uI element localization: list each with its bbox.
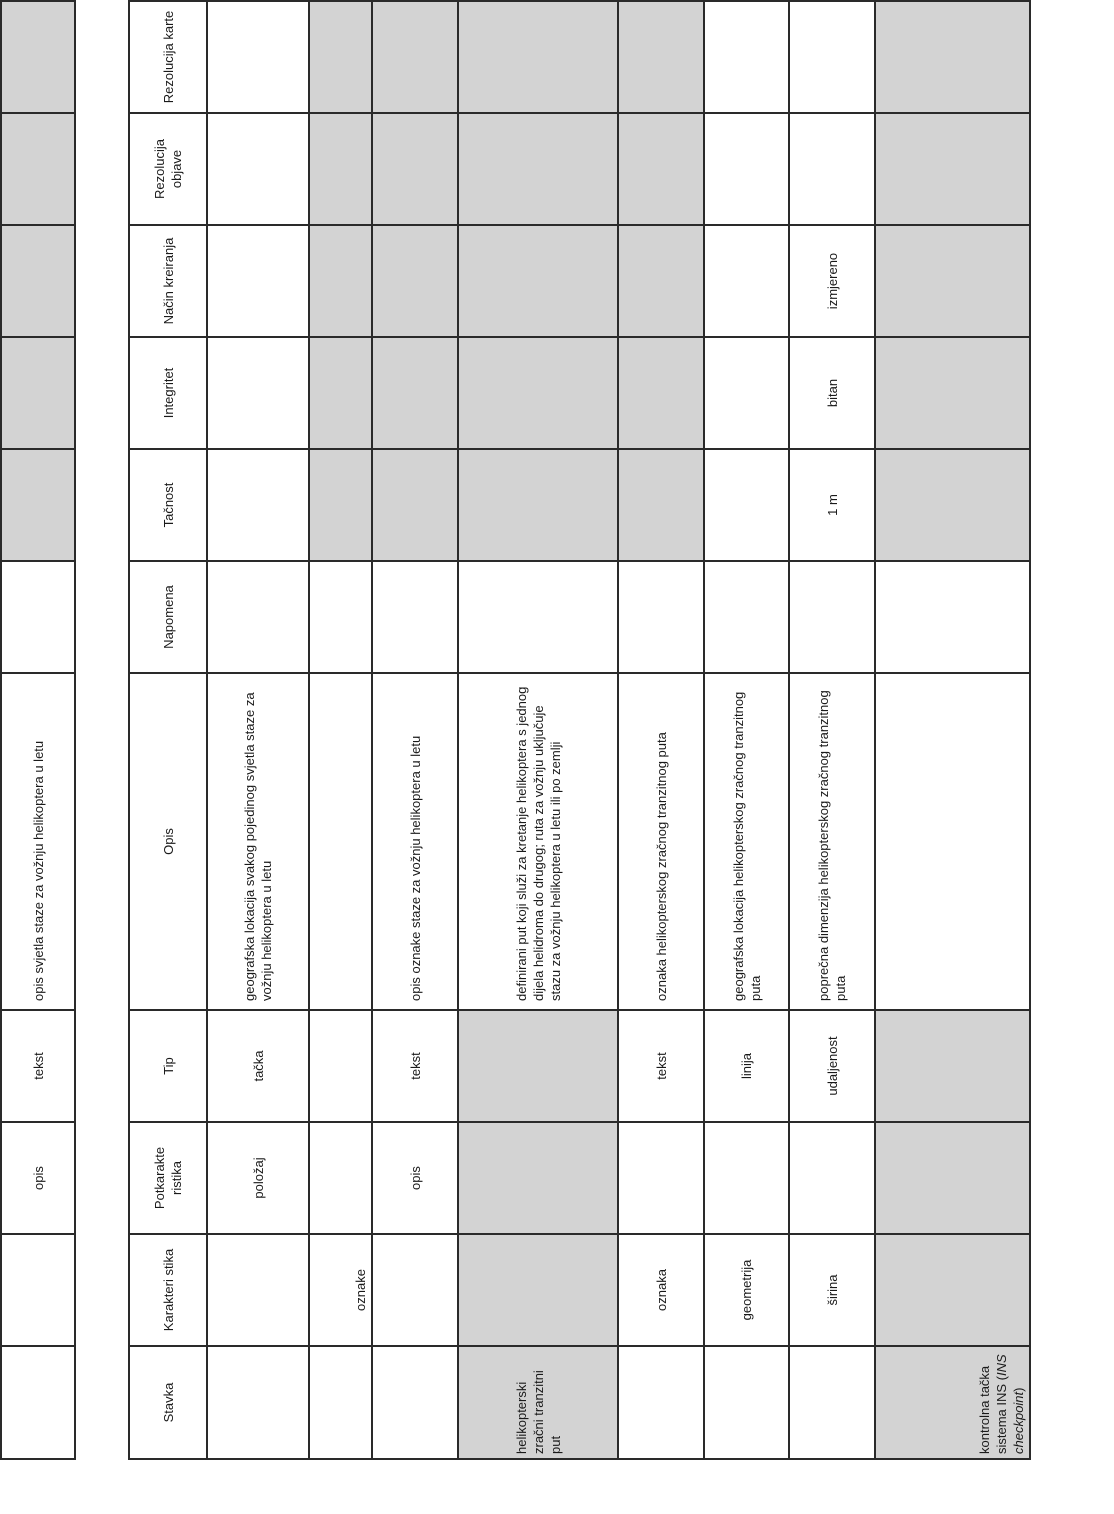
cell-potkarakteristika	[789, 1122, 875, 1234]
cell-nacin-kreiranja	[372, 225, 458, 337]
cell-stavka	[309, 1346, 372, 1459]
cell-tip: udaljenost	[789, 1010, 875, 1122]
cell-nacin-kreiranja	[618, 225, 704, 337]
cell-rezolucija-karte	[789, 1, 875, 113]
cell-integritet: bitan	[789, 337, 875, 449]
cell-tip: tekst	[372, 1010, 458, 1122]
cell-tacnost	[618, 449, 704, 561]
cell-tacnost	[458, 449, 618, 561]
cell-tacnost	[372, 449, 458, 561]
cell-tacnost	[704, 449, 789, 561]
cell-integritet	[372, 337, 458, 449]
cell-integritet	[1, 337, 75, 449]
cell-karakteristika	[1, 1234, 75, 1346]
header-row	[129, 1, 207, 1459]
cell-tip: tekst	[618, 1010, 704, 1122]
cell-stavka: helikopterski zračni tranzitni put	[458, 1346, 618, 1459]
cell-potkarakteristika	[704, 1122, 789, 1234]
cell-opis: oznaka helikopterskog zračnog tranzitnog puta	[618, 673, 704, 1010]
cell-tip: tačka	[207, 1010, 309, 1122]
cell-potkarakteristika	[458, 1122, 618, 1234]
cell-napomena	[1, 561, 75, 673]
header-stavka: Stavka	[129, 1346, 207, 1459]
cell-napomena	[704, 561, 789, 673]
cell-stavka	[372, 1346, 458, 1459]
cell-rezolucija-karte	[458, 1, 618, 113]
header-rezolucija-objave: Rezolucija objave	[129, 113, 207, 225]
cell-stavka	[704, 1346, 789, 1459]
cell-opis: definirani put koji služi za kretanje helikoptera s jednog dijela helidroma do drugog; ruta za vožnju uključuje stazu za vožnju helikoptera u letu ili po zemlji	[458, 673, 618, 1010]
stavka-text: kontrolna tačka sistema INS (	[977, 1365, 1009, 1454]
cell-opis: opis svjetla staze za vožnju helikoptera u letu	[1, 673, 75, 1010]
cell-opis	[309, 673, 372, 1010]
cell-integritet	[309, 337, 372, 449]
cell-rezolucija-karte	[618, 1, 704, 113]
cell-karakteristika	[372, 1234, 458, 1346]
cell-napomena	[207, 561, 309, 673]
cell-tacnost	[875, 449, 1030, 561]
cell-napomena	[309, 561, 372, 673]
cell-rezolucija-karte	[372, 1, 458, 113]
cell-nacin-kreiranja	[458, 225, 618, 337]
cell-nacin-kreiranja	[207, 225, 309, 337]
header-karakteristika: Karakteri stika	[129, 1234, 207, 1346]
cell-napomena	[458, 561, 618, 673]
cell-karakteristika	[207, 1234, 309, 1346]
cell-rezolucija-karte	[309, 1, 372, 113]
stavka-tail-text: )	[1011, 1387, 1026, 1392]
cell-karakteristika	[458, 1234, 618, 1346]
cell-opis: geografska lokacija svakog pojedinog svjetla staze za vožnju helikoptera u letu	[207, 673, 309, 1010]
cell-rezolucija-objave	[704, 113, 789, 225]
continued-table-fragment	[0, 0, 76, 1460]
cell-rezolucija-objave	[207, 113, 309, 225]
table-row	[372, 1, 458, 1459]
cell-rezolucija-objave	[458, 113, 618, 225]
table-row	[789, 1, 875, 1459]
cell-tip	[875, 1010, 1030, 1122]
cell-nacin-kreiranja	[309, 225, 372, 337]
cell-potkarakteristika: opis	[372, 1122, 458, 1234]
stavka-italic-text: INS checkpoint	[994, 1354, 1026, 1454]
cell-stavka	[207, 1346, 309, 1459]
cell-integritet	[704, 337, 789, 449]
data-requirements-table	[128, 0, 1031, 1460]
cell-opis	[875, 673, 1030, 1010]
header-opis: Opis	[129, 673, 207, 1010]
cell-rezolucija-objave	[618, 113, 704, 225]
cell-karakteristika: oznaka	[618, 1234, 704, 1346]
table-row	[618, 1, 704, 1459]
cell-integritet	[207, 337, 309, 449]
cell-rezolucija-karte	[207, 1, 309, 113]
cell-stavka	[875, 1346, 1030, 1459]
header-tip: Tip	[129, 1010, 207, 1122]
cell-potkarakteristika: opis	[1, 1122, 75, 1234]
cell-nacin-kreiranja	[875, 225, 1030, 337]
cell-nacin-kreiranja: izmjereno	[789, 225, 875, 337]
cell-opis: poprečna dimenzija helikopterskog zračnog tranzitnog puta	[789, 673, 875, 1010]
cell-integritet	[618, 337, 704, 449]
cell-napomena	[789, 561, 875, 673]
cell-karakteristika: širina	[789, 1234, 875, 1346]
cell-rezolucija-karte	[1, 1, 75, 113]
cell-tacnost: 1 m	[789, 449, 875, 561]
header-nacin-kreiranja: Način kreiranja	[129, 225, 207, 337]
cell-potkarakteristika: položaj	[207, 1122, 309, 1234]
cell-karakteristika	[875, 1234, 1030, 1346]
cell-napomena	[618, 561, 704, 673]
cell-karakteristika: oznake	[309, 1234, 372, 1346]
cell-tacnost	[309, 449, 372, 561]
table-row	[704, 1, 789, 1459]
table-row	[875, 1, 1030, 1459]
cell-tip: linija	[704, 1010, 789, 1122]
cell-tip: tekst	[1, 1010, 75, 1122]
header-integritet: Integritet	[129, 337, 207, 449]
cell-opis: geografska lokacija helikopterskog zračnog tranzitnog puta	[704, 673, 789, 1010]
cell-opis: opis oznake staze za vožnju helikoptera u letu	[372, 673, 458, 1010]
table-row	[309, 1, 372, 1459]
cell-potkarakteristika	[309, 1122, 372, 1234]
cell-stavka	[1, 1346, 75, 1459]
cell-tip	[458, 1010, 618, 1122]
table-row	[458, 1, 618, 1459]
cell-tacnost	[1, 449, 75, 561]
cell-rezolucija-objave	[875, 113, 1030, 225]
header-rezolucija-karte: Rezolucija karte	[129, 1, 207, 113]
cell-tip	[309, 1010, 372, 1122]
cell-karakteristika: geometrija	[704, 1234, 789, 1346]
cell-tacnost	[207, 449, 309, 561]
cell-integritet	[458, 337, 618, 449]
cell-napomena	[372, 561, 458, 673]
cell-integritet	[875, 337, 1030, 449]
header-potkarakteristika: Potkarakte ristika	[129, 1122, 207, 1234]
cell-rezolucija-karte	[875, 1, 1030, 113]
cell-potkarakteristika	[875, 1122, 1030, 1234]
cell-stavka	[618, 1346, 704, 1459]
cell-rezolucija-karte	[704, 1, 789, 113]
cell-rezolucija-objave	[789, 113, 875, 225]
cell-potkarakteristika	[618, 1122, 704, 1234]
cell-stavka	[789, 1346, 875, 1459]
header-tacnost: Tačnost	[129, 449, 207, 561]
cell-nacin-kreiranja	[1, 225, 75, 337]
cell-nacin-kreiranja	[704, 225, 789, 337]
table-row	[207, 1, 309, 1459]
cell-rezolucija-objave	[309, 113, 372, 225]
fragment-row	[1, 1, 75, 1459]
cell-napomena	[875, 561, 1030, 673]
header-napomena: Napomena	[129, 561, 207, 673]
cell-rezolucija-objave	[372, 113, 458, 225]
cell-rezolucija-objave	[1, 113, 75, 225]
